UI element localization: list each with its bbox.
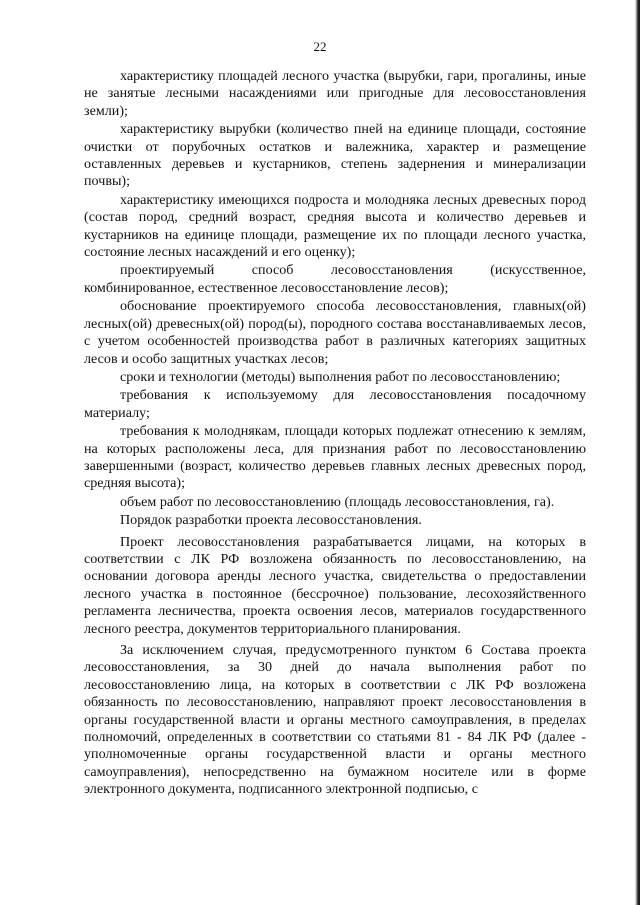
paragraph-4: проектируемый способ лесовосстановления (искусственное, комбинированное, естественное лесовосстановление лесов); xyxy=(84,262,586,296)
paragraph-10: Порядок разработки проекта лесовосстановления. xyxy=(120,512,422,529)
paragraph-1: характеристику площадей лесного участка (вырубки, гари, прогалины, иные не занятые лесными насаждениями или пригодные для лесовосстановления земли); xyxy=(84,68,586,119)
paragraph-7: требования к используемому для лесовосстановления посадочному материалу; xyxy=(84,387,586,421)
paragraph-8: требования к молоднякам, площади которых подлежат отнесению к землям, на которых расположены леса, для признания работ по лесовосстановлению завершенными (возраст, количество деревьев главных лесных древесных пород, средняя высота); xyxy=(84,423,586,492)
paragraph-3: характеристику имеющихся подроста и молодняка лесных древесных пород (состав пород, средний возраст, средняя высота и количество деревьев и кустарников на единице площади, размещение их по площади лесного участка, состояние лесных насаждений и его оценку); xyxy=(84,191,586,261)
page-number: 22 xyxy=(313,39,327,54)
paragraph-2: характеристику вырубки (количество пней на единице площади, состояние очистки от порубочных остатков и валежника, характер и размещение оставленных деревьев и кустарников, степень задернения и минерализации почвы); xyxy=(84,121,586,190)
paragraph-9: объем работ по лесовосстановлению (площадь лесовосстановления, га). xyxy=(120,493,555,510)
paragraph-11: Проект лесовосстановления разрабатывается лицами, на которых в соответствии с ЛК РФ возложена обязанность по лесовосстановлению, на основании договора аренды лесного участка, свидетельства о предоставлении лесного участка в постоянное (бессрочное) пользование, лесохозяйственного регламента лесничества, проекта освоения лесов, материалов государственного лесного реестра, документов территориального планирования. xyxy=(84,533,586,637)
paragraph-5: обоснование проектируемого способа лесовосстановления, главных(ой) лесных(ой) древесных(ой) пород(ы), породного состава восстанавливаемых лесов, с учетом особенностей производства работ в различных категориях защитных лесов и особо защитных участках лесов; xyxy=(84,298,586,367)
scan-edge-shadow xyxy=(635,0,640,905)
paragraph-12: За исключением случая, предусмотренного пунктом 6 Состава проекта лесовосстановления, за 30 дней до начала выполнения работ по лесовосстановлению лица, на которых в соответствии с ЛК РФ возложена обязанность по лесовосстановлению, направляют проект лесовосстановления в органы государственной власти и органы местного самоуправления, в пределах полномочий, определенных в соответствии со статьями 81 - 84 ЛК РФ (далее - уполномоченные органы государственной власти и органы местного самоуправления), непосредственно на бумажном носителе или в форме электронного документа, подписанного электронной подписью, с xyxy=(84,642,586,798)
document-body xyxy=(84,68,586,800)
paragraph-6: сроки и технологии (методы) выполнения работ по лесовосстановлению; xyxy=(120,368,561,385)
